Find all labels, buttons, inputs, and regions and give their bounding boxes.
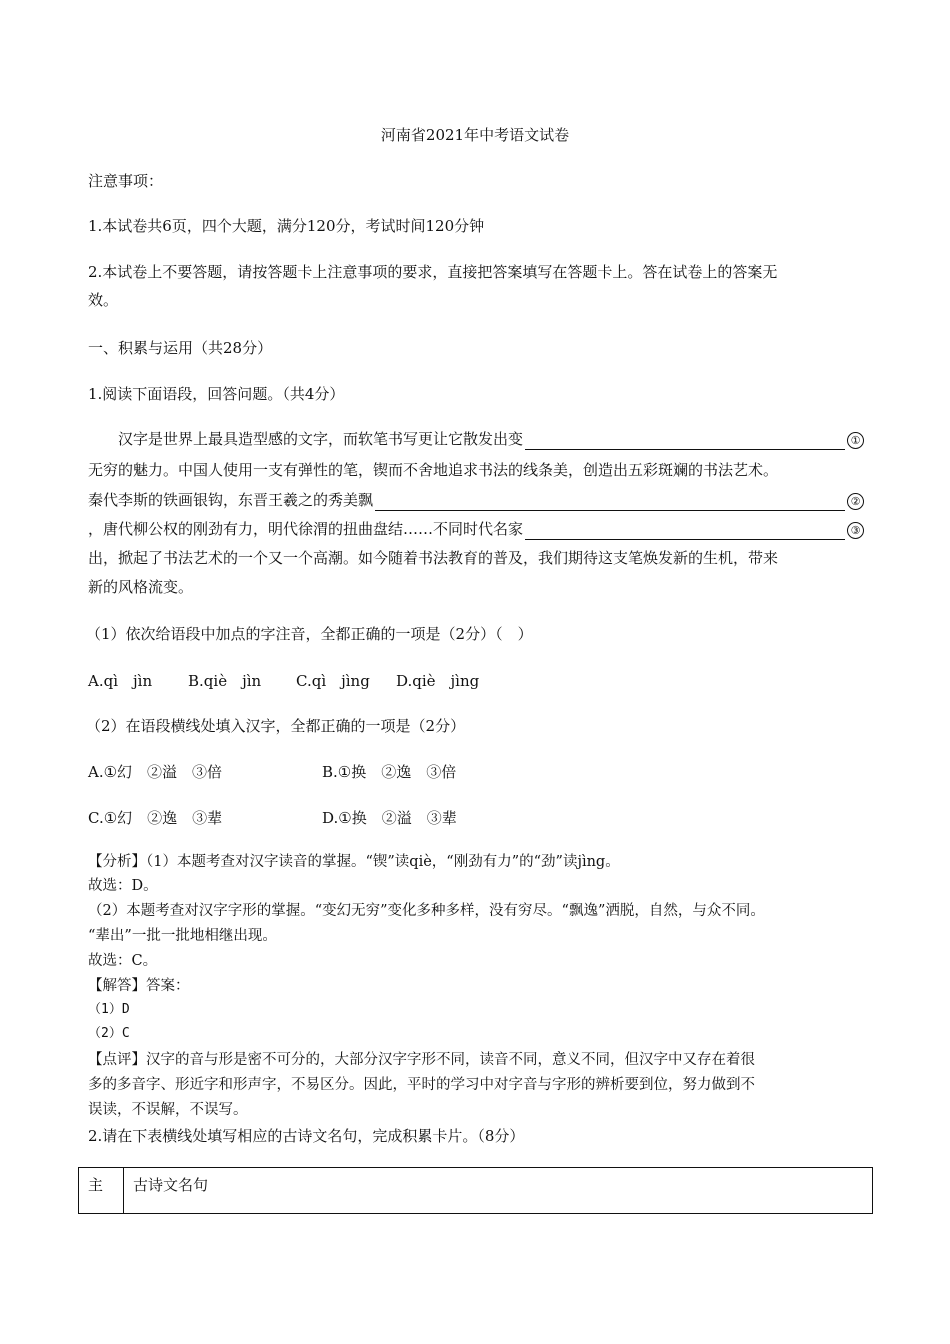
option-2d: D.①换 ②溢 ③辈: [322, 809, 457, 827]
accumulation-card-table: [78, 1167, 873, 1214]
notes-heading: 注意事项：: [88, 172, 164, 190]
section-heading: 一、积累与运用（共28分）: [88, 339, 273, 357]
notes-item-2-line-2: 效。: [88, 291, 119, 309]
passage-line-2: 无穷的魅力。中国人使用一支有弹性的笔，锲而不舍地追求书法的线条美，创造出五彩斑斓的书法艺术。: [88, 461, 779, 479]
blank-marker-3: ③: [847, 522, 864, 539]
sub-question-1: （1）依次给语段中加点的字注音，全都正确的一项是（2分）（ ）: [86, 625, 533, 643]
fill-blank-1: [525, 433, 845, 450]
analysis-line-3: （2）本题考查对汉字字形的掌握。“变幻无穷”变化多种多样，没有穷尽。“飘逸”洒脱，自然，与众不同。: [88, 903, 765, 919]
option-1d: D.qiè jìng: [396, 672, 480, 690]
sub-question-2: （2）在语段横线处填入汉字，全都正确的一项是（2分）: [86, 717, 466, 735]
answer-2: （2）C: [88, 1026, 130, 1041]
passage-line-1: [118, 428, 864, 450]
table-cell-topic: 主: [79, 1168, 124, 1214]
passage-line-3: [88, 489, 864, 511]
analysis-line-2: 故选：D。: [88, 878, 158, 894]
answer-heading: 【解答】答案：: [88, 978, 190, 994]
blank-marker-2: ②: [847, 493, 864, 510]
page-title: 河南省2021年中考语文试卷: [380, 126, 570, 144]
comment-line-2: 多的多音字、形近字和形声字，不易区分。因此，平时的学习中对字音与字形的辨析要到位，努力做到不: [88, 1077, 755, 1093]
passage-line-5: 出，掀起了书法艺术的一个又一个高潮。如今随着书法教育的普及，我们期待这支笔焕发新的生机，带来: [88, 549, 779, 567]
option-2a: A.①幻 ②溢 ③倍: [88, 763, 223, 781]
question-1-stem: 1.阅读下面语段，回答问题。（共4分）: [88, 385, 345, 403]
option-1c: C.qì jìng: [296, 672, 370, 690]
option-2b: B.①换 ②逸 ③倍: [322, 763, 457, 781]
comment-line-3: 误读，不误解，不误写。: [88, 1102, 248, 1118]
fill-blank-2: [375, 494, 845, 511]
option-1b: B.qiè jìn: [188, 672, 262, 690]
notes-item-2-line-1: 2.本试卷上不要答题，请按答题卡上注意事项的要求，直接把答案填写在答题卡上。答在试卷上的答案无: [88, 263, 778, 281]
passage-text: 秦代李斯的铁画银钩，东晋王羲之的秀美飘: [88, 491, 374, 509]
table-row: [79, 1168, 873, 1214]
table-cell-quotes: 古诗文名句: [124, 1168, 873, 1214]
analysis-line-1: 【分析】（1）本题考查对汉字读音的掌握。“锲”读qiè，“刚劲有力”的“劲”读jìng。: [88, 854, 620, 870]
comment-line-1: 【点评】汉字的音与形是密不可分的，大部分汉字字形不同，读音不同，意义不同，但汉字中又存在着很: [88, 1052, 755, 1068]
blank-marker-1: ①: [847, 432, 864, 449]
passage-text: ，唐代柳公权的刚劲有力，明代徐渭的扭曲盘结……不同时代名家: [88, 520, 524, 538]
passage-line-4: [88, 518, 864, 540]
notes-item-1: 1.本试卷共6页，四个大题，满分120分，考试时间120分钟: [88, 217, 485, 235]
passage-line-6: 新的风格流变。: [88, 578, 194, 596]
option-1a: A.qì jìn: [88, 672, 153, 690]
fill-blank-3: [525, 523, 845, 540]
analysis-line-5: 故选：C。: [88, 953, 158, 969]
analysis-line-4: “辈出”一批一批地相继出现。: [88, 928, 277, 944]
passage-text: 汉字是世界上最具造型感的文字，而软笔书写更让它散发出变: [118, 430, 524, 448]
option-2c: C.①幻 ②逸 ③辈: [88, 809, 223, 827]
answer-1: （1）D: [88, 1002, 130, 1017]
question-2-stem: 2.请在下表横线处填写相应的古诗文名句，完成积累卡片。（8分）: [88, 1127, 525, 1145]
